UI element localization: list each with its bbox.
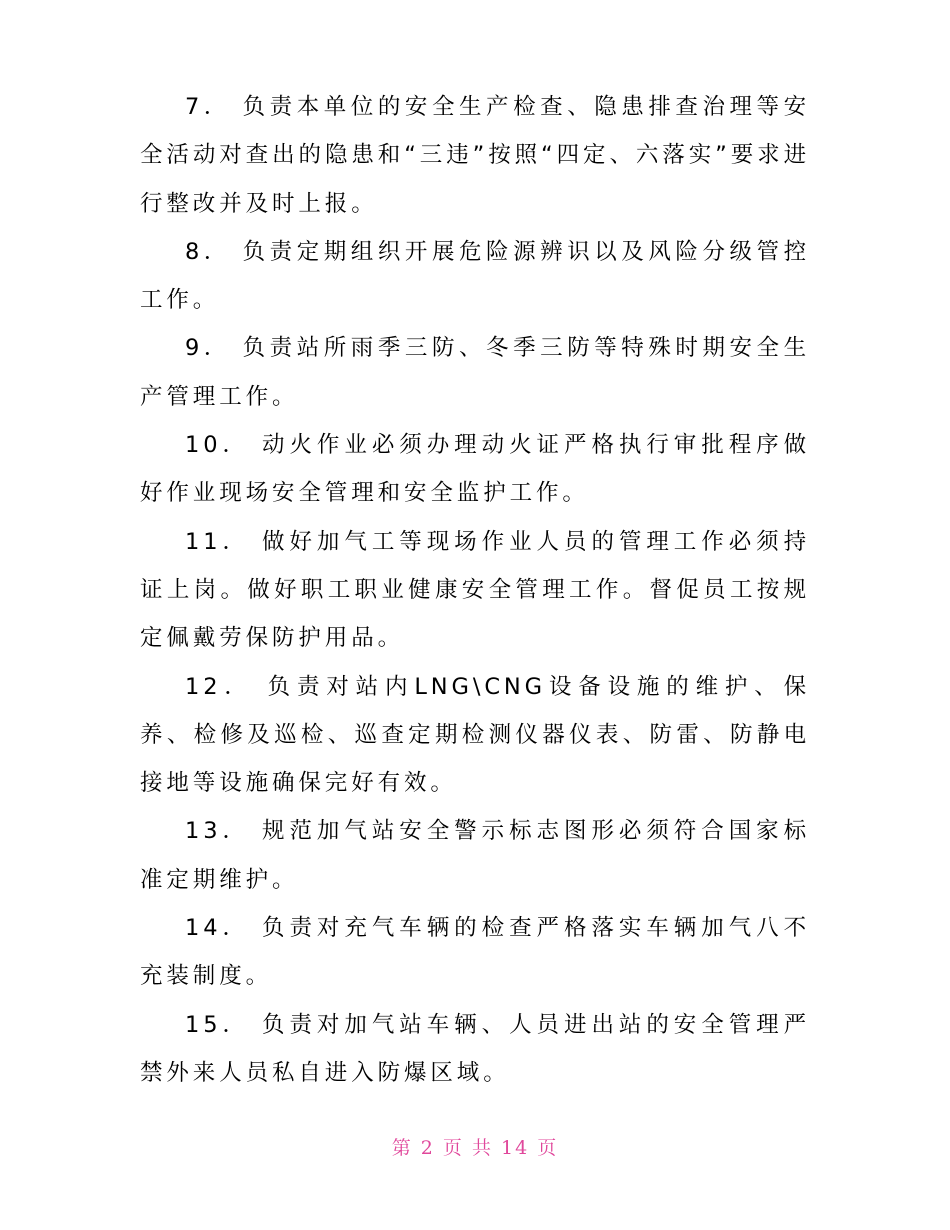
paragraph-item-8: 8． 负责定期组织开展危险源辨识以及风险分级管控工作。 — [140, 238, 810, 314]
paragraph-item-13: 13． 规范加气站安全警示标志图形必须符合国家标准定期维护。 — [140, 818, 810, 893]
paragraph-item-7: 7． 负责本单位的安全生产检查、隐患排查治理等安全活动对查出的隐患和“三违”按照“四定、六落实”要求进行整改并及时上报。 — [140, 94, 810, 217]
paragraph-item-12: 12． 负责对站内LNG\CNG设备设施的维护、保养、检修及巡检、巡查定期检测仪器仪表、防雷、防静电接地等设施确保完好有效。 — [140, 673, 810, 797]
paragraph-item-11: 11． 做好加气工等现场作业人员的管理工作必须持证上岗。做好职工职业健康安全管理工作。督促员工按规定佩戴劳保防护用品。 — [140, 528, 810, 652]
paragraph-item-9: 9． 负责站所雨季三防、冬季三防等特殊时期安全生产管理工作。 — [140, 335, 810, 410]
document-body — [140, 83, 810, 1097]
page-number-footer: 第 2 页 共 14 页 — [391, 1137, 559, 1159]
paragraph-item-15: 15． 负责对加气站车辆、人员进出站的安全管理严禁外来人员私自进入防爆区域。 — [140, 1011, 810, 1086]
paragraph-item-10: 10． 动火作业必须办理动火证严格执行审批程序做好作业现场安全管理和安全监护工作。 — [140, 432, 810, 507]
paragraph-item-14: 14． 负责对充气车辆的检查严格落实车辆加气八不充装制度。 — [140, 915, 810, 990]
